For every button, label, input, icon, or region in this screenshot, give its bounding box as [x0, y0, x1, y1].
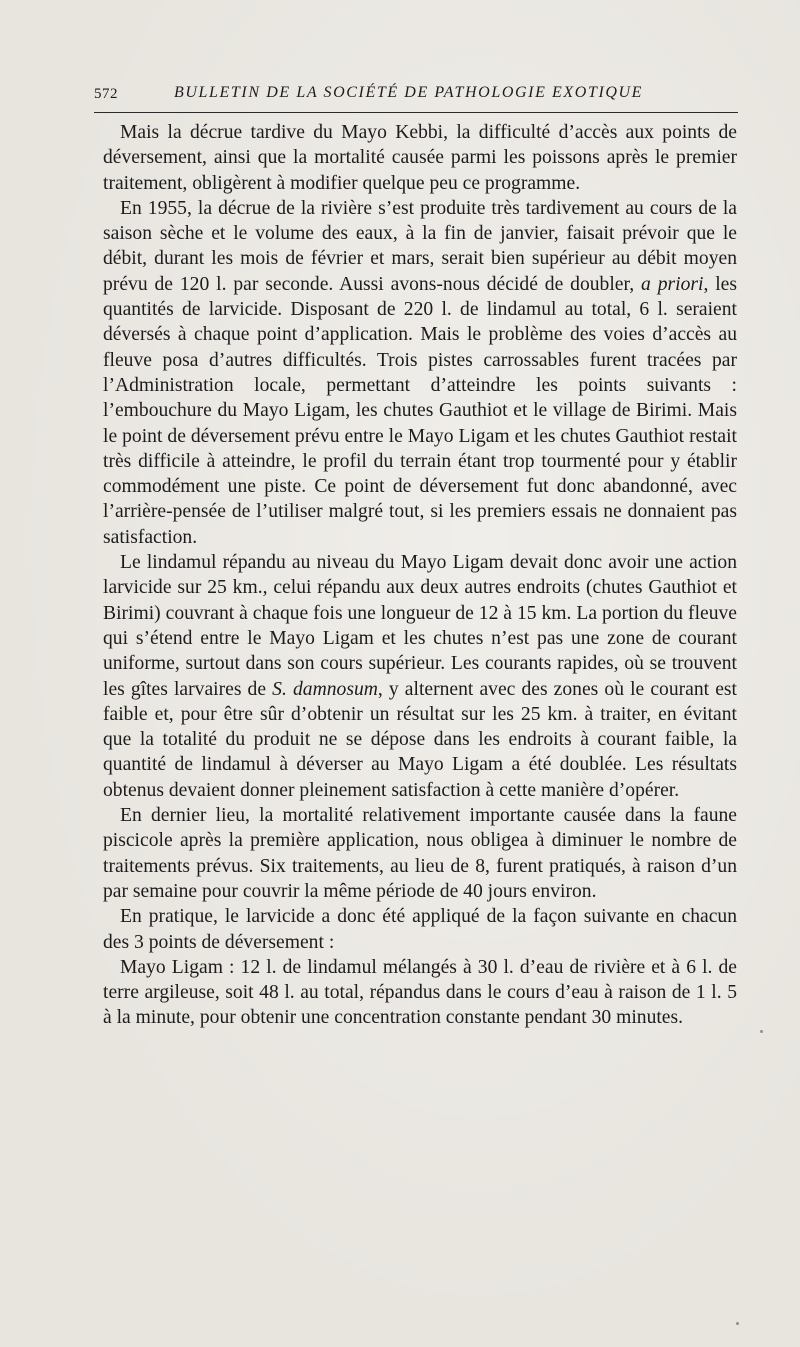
paragraph-4: [103, 803, 737, 904]
paragraph-3: [103, 550, 737, 803]
paragraph-5-text: En pratique, le larvicide a donc été appliqué de la façon suivante en chacun des 3 points de déversement :: [103, 906, 737, 953]
body-text: [103, 120, 737, 1031]
paragraph-6-text: Mayo Ligam : 12 l. de lindamul mélangés à 30 l. d’eau de rivière et à 6 l. de terre argileuse, soit 48 l. au total, répandus dans le cours d’eau à raison de 1 l. 5 à la minute, pour obtenir une concentration constante pendant 30 minutes.: [103, 956, 737, 1029]
paragraph-6: [103, 955, 737, 1031]
running-title: BULLETIN DE LA SOCIÉTÉ DE PATHOLOGIE EXOTIQUE: [174, 84, 644, 101]
paragraph-5: [103, 904, 737, 955]
page-header: [94, 80, 734, 108]
paragraph-2: [103, 196, 737, 550]
paragraph-3-text-a: Le lindamul répandu au niveau du Mayo Ligam devait donc avoir une action larvicide sur 25 km., celui répandu aux deux autres endroits (chutes Gauthiot et Birimi) couvrant à chaque fois une longueur de 12 à 15 km. La portion du fleuve qui s’étend entre le Mayo Ligam et les chutes n’est pas une zone de courant uniforme, surtout dans son cours supérieur. Les courants rapides, où se trouvent les gîtes larvaires de: [103, 552, 737, 700]
a-priori-italic: a priori: [641, 273, 704, 295]
paragraph-1: [103, 120, 737, 196]
scan-speck: [760, 1030, 763, 1033]
header-rule: [94, 112, 738, 113]
paragraph-2-text-a: En 1955, la décrue de la rivière s’est produite très tardivement au cours de la saison sèche et le volume des eaux, à la fin de janvier, faisait prévoir que le débit, durant les mois de février et mars, serait bien supérieur au débit moyen prévu de 120 l. par seconde. Aussi avons-nous décidé de doubler,: [103, 197, 737, 295]
paragraph-4-text: En dernier lieu, la mortalité relativement importante causée dans la faune piscicole après la première application, nous obligea à diminuer le nombre de traitements prévus. Six traitements, au lieu de 8, furent pratiqués, à raison d’un par semaine pour couvrir la même période de 40 jours environ.: [103, 805, 737, 902]
paragraph-1-text: Mais la décrue tardive du Mayo Kebbi, la difficulté d’accès aux points de déversement, ainsi que la mortalité causée parmi les poissons après le premier traitement, obligèrent à modifier quelque peu ce programme.: [103, 122, 737, 194]
page-number: 572: [94, 86, 118, 102]
paragraph-3-text-b: , y alternent avec des zones où le courant est faible et, pour être sûr d’obtenir un résultat sur les 25 km. à traiter, en évitant que la totalité du produit ne se dépose dans les endroits à courant faible, la quantité de lindamul à déverser au Mayo Ligam a été doublée. Les résultats obtenus devaient donner pleinement satisfaction à cette manière d’opérer.: [103, 678, 737, 801]
scan-speck: [736, 1322, 739, 1325]
paragraph-2-text-b: , les quantités de larvicide. Disposant de 220 l. de lindamul au total, 6 l. seraient déversés à chaque point d’application. Mais le problème des voies d’accès au fleuve posa d’autres difficultés. Trois pistes carrossables furent tracées par l’Administration locale, permettant d’atteindre les points suivants : l’embouchure du Mayo Ligam, les chutes Gauthiot et le village de Birimi. Mais le point de déversement prévu entre le Mayo Ligam et les chutes Gauthiot restait très difficile à atteindre, le profil du terrain étant trop tourmenté pour y établir commodément une piste. Ce point de déversement fut donc abandonné, avec l’arrière-pensée de l’utiliser malgré tout, si les premiers essais ne donnaient pas satisfaction.: [103, 273, 737, 548]
species-name-italic: S. damnosum: [272, 678, 378, 700]
